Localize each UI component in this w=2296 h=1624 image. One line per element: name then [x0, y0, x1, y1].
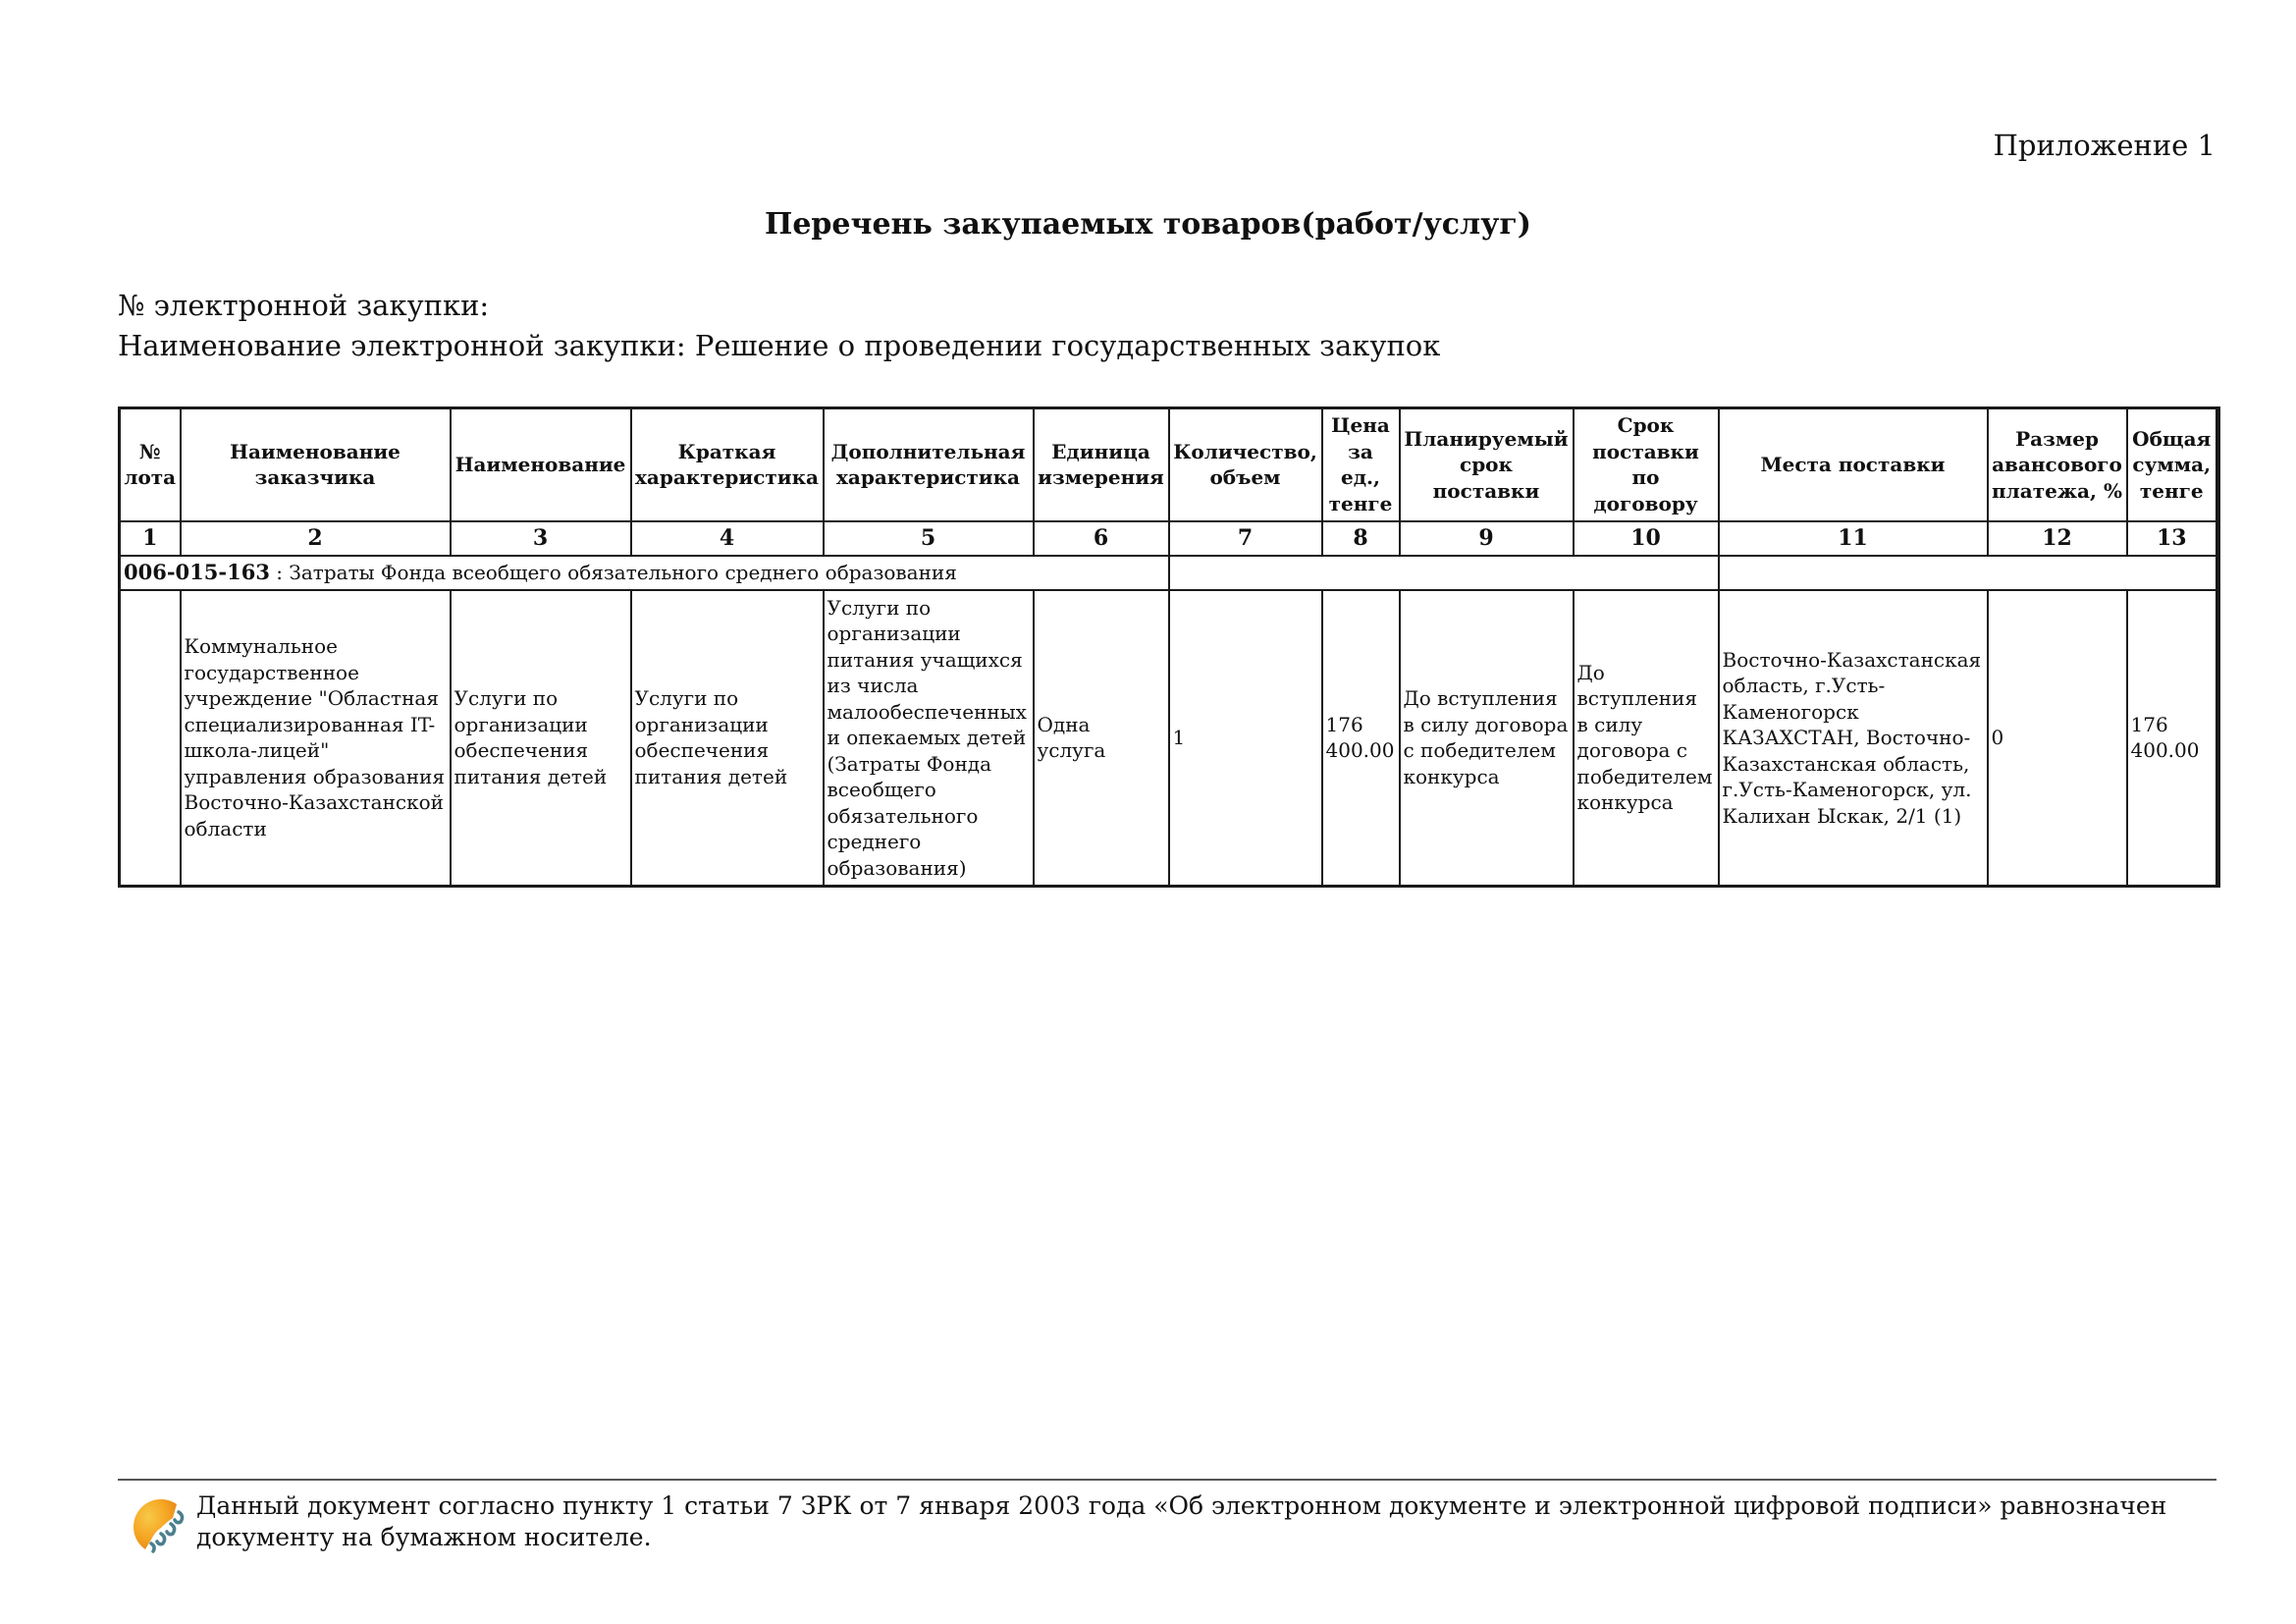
column-header-unit-price: Цена за ед., тенге [1322, 408, 1400, 521]
column-header-contract-delivery: Срок поставки по договору [1574, 408, 1719, 521]
column-number: 4 [631, 521, 824, 556]
column-number: 2 [181, 521, 451, 556]
column-header-customer: Наименование заказчика [181, 408, 451, 521]
cell-short-spec: Услуги по организации обеспечения питания детей [631, 590, 824, 887]
cell-unit: Одна услуга [1034, 590, 1169, 887]
column-header-quantity: Количество, объем [1169, 408, 1322, 521]
lot-description: Затраты Фонда всеобщего обязательного среднего образования [289, 560, 957, 584]
table-row [120, 590, 2218, 887]
footer-divider [118, 1479, 2216, 1481]
column-header-total: Общая сумма, тенге [2127, 408, 2218, 521]
lot-cell [120, 556, 1169, 590]
cell-lot-no [120, 590, 181, 887]
column-number: 10 [1574, 521, 1719, 556]
column-number: 1 [120, 521, 181, 556]
column-header-delivery-place: Места поставки [1719, 408, 1988, 521]
cell-total: 176 400.00 [2127, 590, 2218, 887]
column-header-name: Наименование [451, 408, 631, 521]
cell-quantity: 1 [1169, 590, 1322, 887]
procurement-name: Наименование электронной закупки: Решение о проведении государственных закупок [118, 329, 1441, 362]
cell-extra-spec: Услуги по организации питания учащихся из числа малообеспеченных и опекаемых детей (Затраты Фонда всеобщего обязательного среднего образования) [824, 590, 1034, 887]
appendix-label: Приложение 1 [1993, 129, 2216, 162]
column-number: 13 [2127, 521, 2218, 556]
column-header-lot-no: № лота [120, 408, 181, 521]
column-header-planned-delivery: Планируемый срок поставки [1400, 408, 1574, 521]
column-number: 11 [1719, 521, 1988, 556]
document-title: Перечень закупаемых товаров(работ/услуг) [765, 207, 1531, 242]
column-number: 9 [1400, 521, 1574, 556]
lot-empty-cell [1169, 556, 1719, 590]
table-header-row [120, 408, 2218, 521]
column-number: 8 [1322, 521, 1400, 556]
cell-planned-delivery: До вступления в силу договора с победителем конкурса [1400, 590, 1574, 887]
procurement-items-table [118, 406, 2220, 888]
procurement-number: № электронной закупки: [118, 289, 490, 322]
cell-advance-percent: 0 [1988, 590, 2127, 887]
column-number: 6 [1034, 521, 1169, 556]
column-header-short-spec: Краткая характеристика [631, 408, 824, 521]
lot-empty-cell [1719, 556, 2218, 590]
column-number-row [120, 521, 2218, 556]
cell-unit-price: 176 400.00 [1322, 590, 1400, 887]
cell-delivery-place: Восточно-Казахстанская область, г.Усть-Каменогорск КАЗАХСТАН, Восточно-Казахстанская область, г.Усть-Каменогорск, ул. Калихан Ыскак, 2/1 (1) [1719, 590, 1988, 887]
egov-sun-logo-icon [122, 1489, 188, 1555]
cell-contract-delivery: До вступления в силу договора с победителем конкурса [1574, 590, 1719, 887]
lot-separator: : [269, 560, 290, 584]
cell-name: Услуги по организации обеспечения питания детей [451, 590, 631, 887]
column-header-unit: Единица измерения [1034, 408, 1169, 521]
column-number: 7 [1169, 521, 1322, 556]
column-number: 12 [1988, 521, 2127, 556]
lot-row [120, 556, 2218, 590]
footer-legal-notice: Данный документ согласно пункту 1 статьи 7 ЗРК от 7 января 2003 года «Об электронном документе и электронной цифровой подписи» равнозначен документу на бумажном носителе. [196, 1491, 2167, 1551]
lot-code: 006-015-163 [124, 559, 270, 584]
cell-customer: Коммунальное государственное учреждение "Областная специализированная IT-школа-лицей" управления образования Восточно-Казахстанской области [181, 590, 451, 887]
column-header-advance-percent: Размер авансового платежа, % [1988, 408, 2127, 521]
column-number: 5 [824, 521, 1034, 556]
column-header-extra-spec: Дополнительная характеристика [824, 408, 1034, 521]
column-number: 3 [451, 521, 631, 556]
